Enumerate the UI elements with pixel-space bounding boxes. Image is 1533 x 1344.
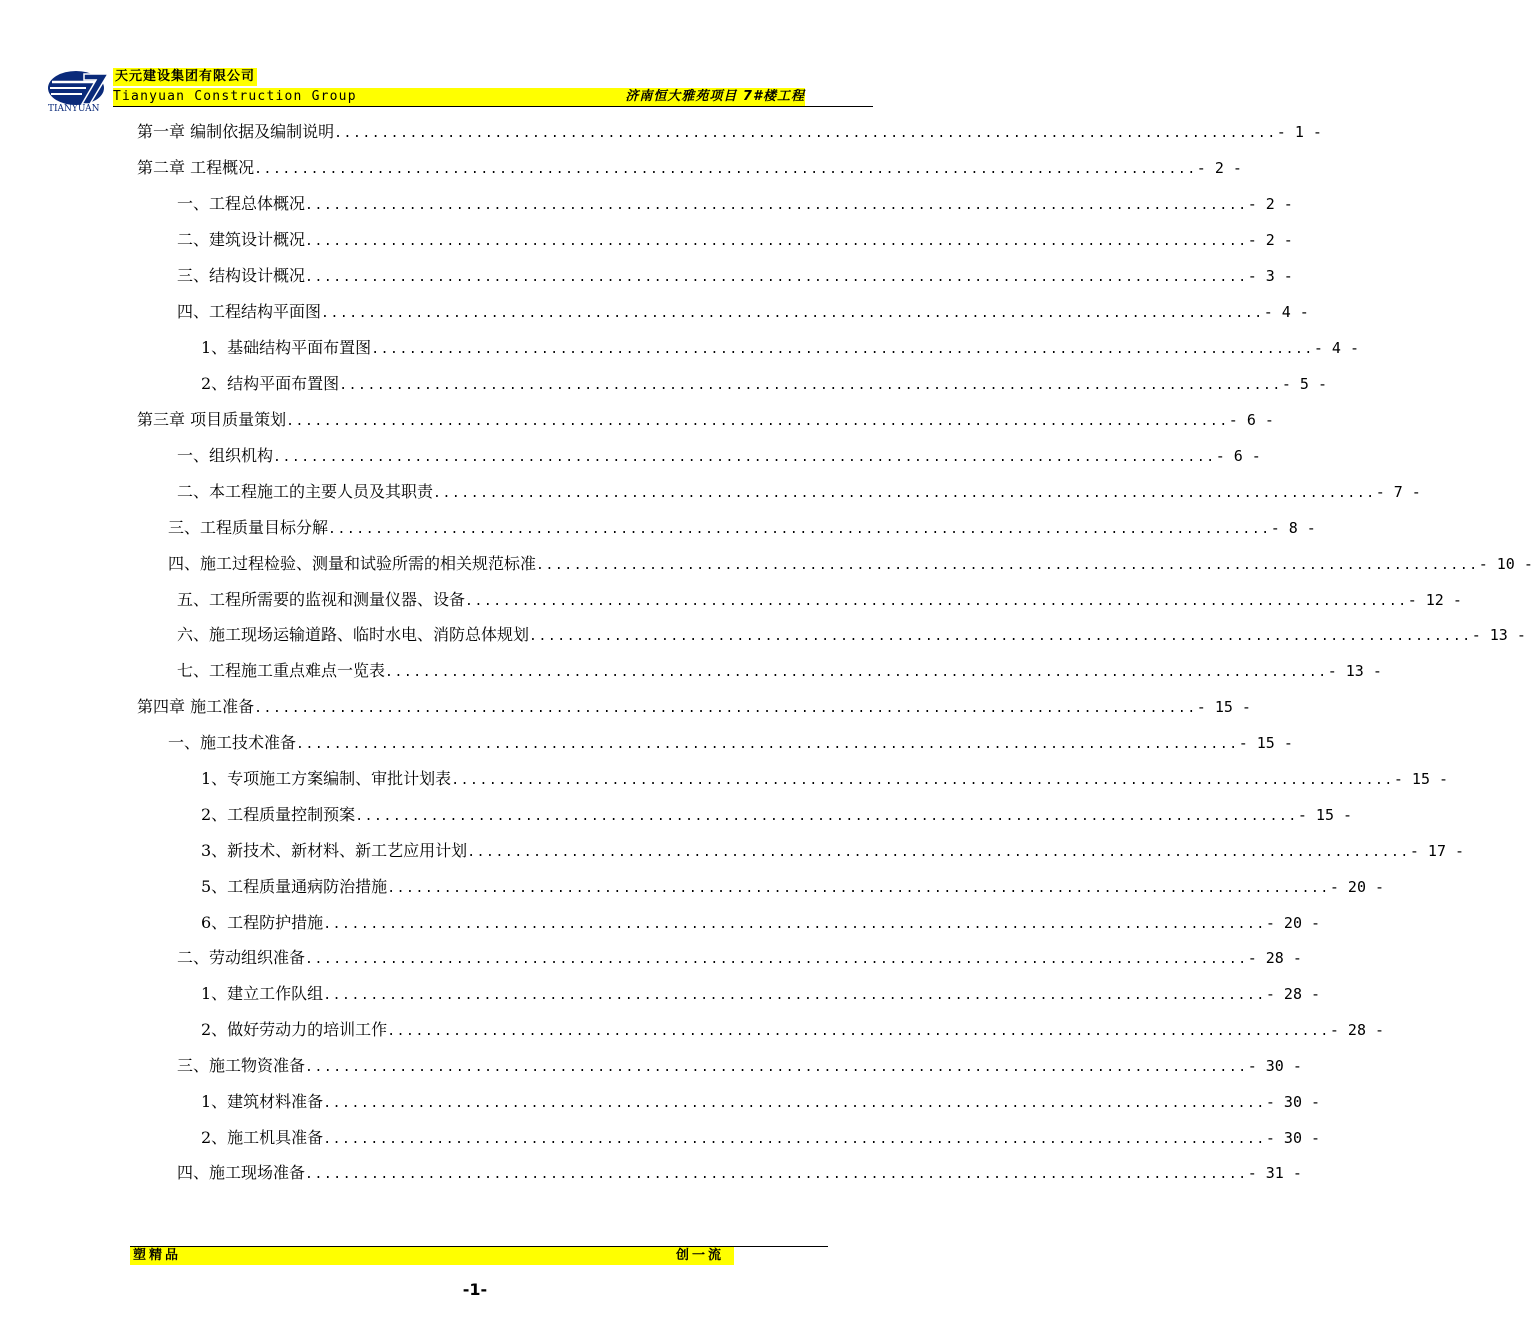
toc-leader-dots: ....................................................................................................	[286, 414, 1229, 429]
toc-leader-dots: ....................................................................................................	[254, 162, 1197, 177]
toc-entry-page: - 17 -	[1409, 842, 1465, 860]
page-number: -1-	[462, 1280, 488, 1299]
toc-entry[interactable]	[177, 947, 1302, 969]
toc-entry-label: 5、工程质量通病防治措施	[201, 877, 388, 896]
toc-entry-label: 2、结构平面布置图	[201, 374, 340, 393]
toc-leader-dots: ....................................................................................................	[536, 558, 1479, 573]
toc-entry-page: - 31 -	[1247, 1164, 1302, 1182]
footer-slogan-left: 塑精品	[133, 1248, 182, 1263]
toc-entry-label: 四、工程结构平面图	[177, 302, 322, 321]
toc-leader-dots: ....................................................................................................	[323, 988, 1266, 1003]
toc-entry-label: 七、工程施工重点难点一览表	[177, 661, 386, 680]
toc-entry-page: - 7 -	[1375, 483, 1421, 501]
toc-leader-dots: ....................................................................................................	[387, 881, 1330, 896]
header-divider	[113, 106, 873, 107]
toc-entry-label: 四、施工现场准备	[177, 1163, 306, 1182]
footer-highlight-band	[130, 1247, 734, 1265]
toc-entry[interactable]	[201, 337, 1360, 359]
toc-entry-page: - 30 -	[1265, 1129, 1321, 1147]
toc-entry-page: - 20 -	[1329, 878, 1385, 896]
toc-leader-dots: ....................................................................................................	[451, 773, 1394, 788]
toc-entry-label: 一、组织机构	[177, 446, 274, 465]
toc-entry-page: - 15 -	[1393, 770, 1449, 788]
toc-entry-label: 2、施工机具准备	[201, 1128, 324, 1147]
toc-entry[interactable]	[201, 804, 1353, 826]
toc-leader-dots: ....................................................................................................	[355, 809, 1298, 824]
toc-entry-label: 四、施工过程检验、测量和试验所需的相关规范标准	[168, 554, 537, 573]
toc-entry-page: - 28 -	[1329, 1021, 1385, 1039]
toc-entry[interactable]	[201, 1019, 1385, 1041]
toc-entry-page: - 2 -	[1196, 159, 1242, 177]
toc-entry[interactable]	[137, 121, 1322, 143]
toc-entry-label: 二、本工程施工的主要人员及其职责	[177, 482, 434, 501]
toc-entry-page: - 15 -	[1196, 698, 1251, 716]
toc-entry-page: - 1 -	[1276, 123, 1322, 141]
toc-entry-page: - 8 -	[1270, 519, 1316, 537]
toc-leader-dots: ....................................................................................................	[273, 450, 1216, 465]
toc-entry-page: - 13 -	[1327, 662, 1382, 680]
toc-entry-label: 一、施工技术准备	[168, 733, 297, 752]
toc-entry[interactable]	[177, 229, 1293, 251]
toc-entry-label: 二、劳动组织准备	[177, 948, 306, 967]
toc-entry[interactable]	[137, 696, 1251, 718]
toc-entry[interactable]	[137, 409, 1274, 431]
toc-leader-dots: ....................................................................................................	[305, 234, 1248, 249]
page-header	[0, 0, 950, 120]
toc-entry-label: 1、基础结构平面布置图	[201, 338, 372, 357]
footer-slogan-right: 创一流	[676, 1248, 725, 1263]
toc-leader-dots: ....................................................................................................	[328, 522, 1271, 537]
toc-leader-dots: ....................................................................................................	[467, 845, 1410, 860]
toc-entry[interactable]	[177, 660, 1382, 682]
toc-entry-label: 三、结构设计概况	[177, 266, 306, 285]
toc-entry-label: 第一章 编制依据及编制说明	[137, 122, 335, 141]
toc-leader-dots: ....................................................................................................	[323, 1132, 1266, 1147]
toc-entry-label: 第四章 施工准备	[137, 697, 255, 716]
toc-leader-dots: ....................................................................................................	[254, 701, 1197, 716]
toc-entry-page: - 28 -	[1265, 985, 1321, 1003]
toc-leader-dots: ....................................................................................................	[323, 917, 1266, 932]
toc-entry[interactable]	[201, 876, 1385, 898]
toc-entry[interactable]	[177, 589, 1462, 611]
toc-leader-dots: ....................................................................................................	[305, 198, 1248, 213]
toc-entry-label: 1、专项施工方案编制、审批计划表	[201, 769, 452, 788]
toc-leader-dots: ....................................................................................................	[529, 629, 1472, 644]
toc-entry[interactable]	[177, 265, 1293, 287]
toc-entry-label: 第二章 工程概况	[137, 158, 255, 177]
toc-entry-label: 一、工程总体概况	[177, 194, 306, 213]
toc-entry-page: - 10 -	[1478, 555, 1533, 573]
toc-entry[interactable]	[168, 553, 1533, 575]
toc-entry-page: - 2 -	[1247, 231, 1293, 249]
toc-leader-dots: ....................................................................................................	[465, 594, 1408, 609]
toc-entry[interactable]	[168, 517, 1316, 539]
toc-entry-label: 三、工程质量目标分解	[168, 518, 329, 537]
toc-entry-page: - 4 -	[1263, 303, 1309, 321]
toc-leader-dots: ....................................................................................................	[339, 378, 1282, 393]
toc-leader-dots: ....................................................................................................	[334, 126, 1277, 141]
company-name-en: Tianyuan Construction Group	[113, 89, 357, 104]
toc-entry-page: - 6 -	[1215, 447, 1261, 465]
toc-entry[interactable]	[177, 481, 1421, 503]
toc-entry[interactable]	[177, 193, 1293, 215]
toc-entry-page: - 30 -	[1247, 1057, 1302, 1075]
toc-entry[interactable]	[177, 1162, 1302, 1184]
toc-entry-page: - 4 -	[1313, 339, 1360, 357]
toc-entry-label: 六、施工现场运输道路、临时水电、消防总体规划	[177, 625, 530, 644]
toc-entry-page: - 30 -	[1265, 1093, 1321, 1111]
toc-entry[interactable]	[201, 983, 1321, 1005]
toc-entry-page: - 15 -	[1297, 806, 1353, 824]
toc-leader-dots: ....................................................................................................	[296, 737, 1239, 752]
toc-entry-label: 五、工程所需要的监视和测量仪器、设备	[177, 590, 466, 609]
toc-entry[interactable]	[201, 1091, 1321, 1113]
logo-caption: TIANYUAN	[48, 104, 100, 114]
company-name-cn: 天元建设集团有限公司	[115, 69, 256, 84]
toc-entry[interactable]	[177, 301, 1309, 323]
toc-entry-page: - 20 -	[1265, 914, 1321, 932]
toc-leader-dots: ....................................................................................................	[433, 486, 1376, 501]
toc-entry-label: 1、建立工作队组	[201, 984, 324, 1003]
toc-entry-label: 2、做好劳动力的培训工作	[201, 1020, 388, 1039]
toc-entry[interactable]	[201, 373, 1328, 395]
project-title: 济南恒大雅苑项目 7#楼工程	[625, 89, 805, 104]
toc-leader-dots: ....................................................................................................	[305, 1167, 1248, 1182]
toc-entry[interactable]	[201, 768, 1449, 790]
toc-leader-dots: ....................................................................................................	[305, 1060, 1248, 1075]
toc-entry-page: - 15 -	[1238, 734, 1293, 752]
toc-entry[interactable]	[177, 445, 1261, 467]
toc-entry-label: 第三章 项目质量策划	[137, 410, 287, 429]
toc-entry-label: 三、施工物资准备	[177, 1056, 306, 1075]
toc-entry[interactable]	[201, 912, 1321, 934]
toc-entry-page: - 12 -	[1407, 591, 1462, 609]
toc-entry-page: - 6 -	[1228, 411, 1274, 429]
toc-entry-label: 2、工程质量控制预案	[201, 805, 356, 824]
toc-entry[interactable]	[168, 732, 1293, 754]
toc-entry[interactable]	[177, 624, 1526, 646]
toc-leader-dots: ....................................................................................................	[385, 665, 1328, 680]
toc-entry[interactable]	[201, 1127, 1321, 1149]
toc-entry-page: - 3 -	[1247, 267, 1293, 285]
toc-entry-label: 3、新技术、新材料、新工艺应用计划	[201, 841, 468, 860]
toc-leader-dots: ....................................................................................................	[321, 306, 1264, 321]
toc-entry-label: 二、建筑设计概况	[177, 230, 306, 249]
toc-entry-page: - 5 -	[1281, 375, 1328, 393]
toc-leader-dots: ....................................................................................................	[323, 1096, 1266, 1111]
toc-entry[interactable]	[177, 1055, 1302, 1077]
toc-entry-page: - 28 -	[1247, 949, 1302, 967]
toc-entry[interactable]	[201, 840, 1465, 862]
toc-leader-dots: ....................................................................................................	[387, 1024, 1330, 1039]
toc-entry-label: 6、工程防护措施	[201, 913, 324, 932]
toc-leader-dots: ....................................................................................................	[305, 952, 1248, 967]
toc-entry-label: 1、建筑材料准备	[201, 1092, 324, 1111]
toc-entry[interactable]	[137, 157, 1242, 179]
toc-leader-dots: ....................................................................................................	[371, 342, 1314, 357]
toc-entry-page: - 2 -	[1247, 195, 1293, 213]
toc-entry-page: - 13 -	[1471, 626, 1526, 644]
toc-leader-dots: ....................................................................................................	[305, 270, 1248, 285]
